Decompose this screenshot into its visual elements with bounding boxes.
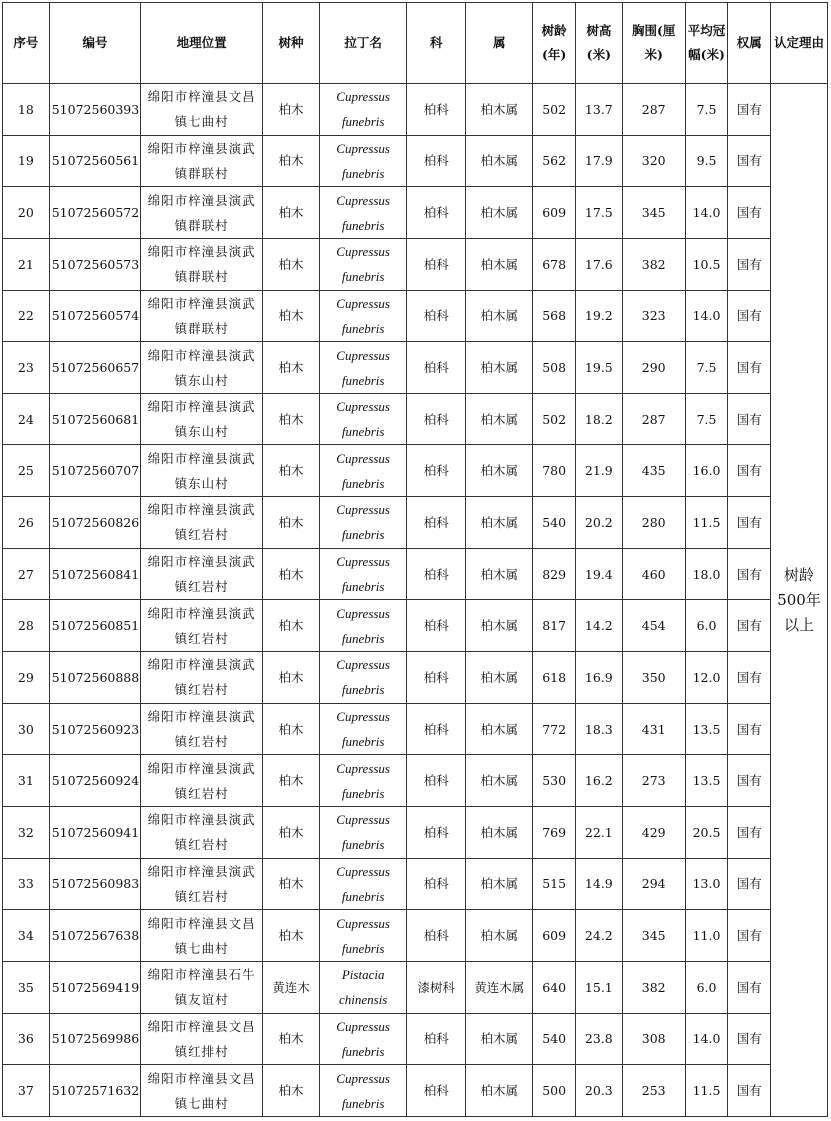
cell-ownership: 国有	[728, 910, 771, 962]
cell-age: 618	[533, 652, 576, 704]
cell-code: 51072560888	[49, 652, 140, 704]
cell-seq: 31	[3, 755, 50, 807]
cell-age: 568	[533, 290, 576, 342]
cell-crown: 12.0	[685, 652, 728, 704]
cell-species: 柏木	[263, 342, 320, 394]
cell-girth: 345	[622, 187, 685, 239]
cell-ownership: 国有	[728, 1013, 771, 1065]
header-age: 树龄(年)	[533, 3, 576, 84]
cell-species: 柏木	[263, 755, 320, 807]
cell-height: 19.5	[575, 342, 622, 394]
cell-code: 51072560393	[49, 84, 140, 136]
cell-species: 柏木	[263, 1013, 320, 1065]
cell-location: 绵阳市梓潼县演武镇红岩村	[141, 858, 263, 910]
cell-latin: Cupressus funebris	[319, 652, 406, 704]
table-row	[3, 548, 828, 600]
cell-crown: 13.5	[685, 703, 728, 755]
cell-seq: 25	[3, 445, 50, 497]
cell-crown: 16.0	[685, 445, 728, 497]
cell-crown: 14.0	[685, 187, 728, 239]
cell-age: 515	[533, 858, 576, 910]
cell-girth: 294	[622, 858, 685, 910]
cell-species: 柏木	[263, 238, 320, 290]
cell-age: 772	[533, 703, 576, 755]
cell-seq: 21	[3, 238, 50, 290]
cell-height: 14.9	[575, 858, 622, 910]
cell-age: 829	[533, 548, 576, 600]
cell-girth: 382	[622, 238, 685, 290]
table-row	[3, 1013, 828, 1065]
cell-code: 51072560941	[49, 806, 140, 858]
cell-code: 51072560657	[49, 342, 140, 394]
cell-family: 柏科	[407, 1013, 466, 1065]
header-code: 编号	[49, 3, 140, 84]
cell-height: 20.3	[575, 1065, 622, 1117]
cell-genus: 柏木属	[466, 84, 533, 136]
cell-crown: 11.0	[685, 910, 728, 962]
cell-age: 780	[533, 445, 576, 497]
cell-family: 柏科	[407, 187, 466, 239]
header-genus: 属	[466, 3, 533, 84]
cell-family: 柏科	[407, 703, 466, 755]
cell-girth: 287	[622, 393, 685, 445]
cell-reason: 树龄500年以上	[771, 84, 828, 1117]
cell-girth: 382	[622, 961, 685, 1013]
cell-code: 51072560841	[49, 548, 140, 600]
cell-species: 柏木	[263, 910, 320, 962]
cell-height: 18.3	[575, 703, 622, 755]
cell-code: 51072560573	[49, 238, 140, 290]
cell-location: 绵阳市梓潼县演武镇红岩村	[141, 755, 263, 807]
cell-latin: Cupressus funebris	[319, 548, 406, 600]
cell-seq: 32	[3, 806, 50, 858]
cell-family: 柏科	[407, 548, 466, 600]
cell-genus: 柏木属	[466, 497, 533, 549]
cell-crown: 11.5	[685, 497, 728, 549]
cell-height: 16.2	[575, 755, 622, 807]
cell-ownership: 国有	[728, 238, 771, 290]
cell-genus: 柏木属	[466, 548, 533, 600]
header-latin: 拉丁名	[319, 3, 406, 84]
cell-genus: 柏木属	[466, 858, 533, 910]
cell-ownership: 国有	[728, 135, 771, 187]
cell-age: 540	[533, 497, 576, 549]
cell-species: 柏木	[263, 393, 320, 445]
cell-latin: Cupressus funebris	[319, 393, 406, 445]
table-row	[3, 806, 828, 858]
cell-crown: 14.0	[685, 1013, 728, 1065]
cell-height: 19.2	[575, 290, 622, 342]
cell-height: 24.2	[575, 910, 622, 962]
cell-location: 绵阳市梓潼县演武镇群联村	[141, 238, 263, 290]
cell-girth: 460	[622, 548, 685, 600]
cell-location: 绵阳市梓潼县演武镇红岩村	[141, 548, 263, 600]
cell-location: 绵阳市梓潼县石牛镇友谊村	[141, 961, 263, 1013]
cell-genus: 柏木属	[466, 652, 533, 704]
cell-location: 绵阳市梓潼县演武镇红岩村	[141, 806, 263, 858]
cell-age: 502	[533, 84, 576, 136]
cell-latin: Cupressus funebris	[319, 1013, 406, 1065]
cell-girth: 273	[622, 755, 685, 807]
cell-crown: 6.0	[685, 600, 728, 652]
cell-genus: 黄连木属	[466, 961, 533, 1013]
cell-location: 绵阳市梓潼县演武镇群联村	[141, 187, 263, 239]
cell-latin: Cupressus funebris	[319, 497, 406, 549]
cell-age: 500	[533, 1065, 576, 1117]
cell-family: 柏科	[407, 806, 466, 858]
cell-latin: Cupressus funebris	[319, 84, 406, 136]
cell-code: 51072560924	[49, 755, 140, 807]
cell-location: 绵阳市梓潼县演武镇红岩村	[141, 703, 263, 755]
cell-family: 柏科	[407, 290, 466, 342]
cell-age: 562	[533, 135, 576, 187]
header-family: 科	[407, 3, 466, 84]
cell-crown: 10.5	[685, 238, 728, 290]
cell-species: 柏木	[263, 135, 320, 187]
cell-species: 柏木	[263, 187, 320, 239]
cell-height: 23.8	[575, 1013, 622, 1065]
cell-ownership: 国有	[728, 961, 771, 1013]
header-height: 树高(米)	[575, 3, 622, 84]
cell-latin: Cupressus funebris	[319, 858, 406, 910]
cell-code: 51072560707	[49, 445, 140, 497]
cell-seq: 28	[3, 600, 50, 652]
table-row	[3, 910, 828, 962]
cell-latin: Cupressus funebris	[319, 445, 406, 497]
cell-family: 柏科	[407, 238, 466, 290]
cell-genus: 柏木属	[466, 1065, 533, 1117]
cell-ownership: 国有	[728, 84, 771, 136]
cell-height: 16.9	[575, 652, 622, 704]
cell-location: 绵阳市梓潼县演武镇红岩村	[141, 497, 263, 549]
cell-family: 柏科	[407, 755, 466, 807]
cell-crown: 13.5	[685, 755, 728, 807]
cell-crown: 11.5	[685, 1065, 728, 1117]
cell-age: 769	[533, 806, 576, 858]
cell-ownership: 国有	[728, 652, 771, 704]
cell-seq: 22	[3, 290, 50, 342]
cell-ownership: 国有	[728, 497, 771, 549]
cell-family: 柏科	[407, 858, 466, 910]
cell-code: 51072560851	[49, 600, 140, 652]
table-row	[3, 858, 828, 910]
cell-age: 508	[533, 342, 576, 394]
cell-location: 绵阳市梓潼县文昌镇七曲村	[141, 910, 263, 962]
cell-family: 柏科	[407, 497, 466, 549]
cell-seq: 29	[3, 652, 50, 704]
cell-code: 51072560681	[49, 393, 140, 445]
cell-location: 绵阳市梓潼县演武镇红岩村	[141, 600, 263, 652]
cell-species: 柏木	[263, 652, 320, 704]
header-seq: 序号	[3, 3, 50, 84]
cell-ownership: 国有	[728, 290, 771, 342]
cell-family: 柏科	[407, 135, 466, 187]
cell-family: 柏科	[407, 910, 466, 962]
cell-seq: 30	[3, 703, 50, 755]
cell-seq: 27	[3, 548, 50, 600]
table-row	[3, 1065, 828, 1117]
cell-age: 540	[533, 1013, 576, 1065]
cell-height: 20.2	[575, 497, 622, 549]
cell-age: 502	[533, 393, 576, 445]
table-row	[3, 600, 828, 652]
table-row	[3, 961, 828, 1013]
cell-family: 柏科	[407, 600, 466, 652]
table-row	[3, 652, 828, 704]
cell-girth: 253	[622, 1065, 685, 1117]
cell-code: 51072569419	[49, 961, 140, 1013]
cell-age: 640	[533, 961, 576, 1013]
cell-age: 817	[533, 600, 576, 652]
table-body	[3, 84, 828, 1117]
cell-genus: 柏木属	[466, 238, 533, 290]
cell-genus: 柏木属	[466, 1013, 533, 1065]
header-reason: 认定理由	[771, 3, 828, 84]
cell-crown: 7.5	[685, 342, 728, 394]
cell-species: 柏木	[263, 445, 320, 497]
cell-crown: 9.5	[685, 135, 728, 187]
cell-seq: 19	[3, 135, 50, 187]
cell-genus: 柏木属	[466, 600, 533, 652]
cell-age: 609	[533, 187, 576, 239]
cell-height: 19.4	[575, 548, 622, 600]
cell-code: 51072560826	[49, 497, 140, 549]
cell-age: 678	[533, 238, 576, 290]
cell-code: 51072560574	[49, 290, 140, 342]
cell-seq: 34	[3, 910, 50, 962]
cell-species: 柏木	[263, 600, 320, 652]
cell-location: 绵阳市梓潼县文昌镇七曲村	[141, 84, 263, 136]
cell-species: 柏木	[263, 806, 320, 858]
cell-ownership: 国有	[728, 393, 771, 445]
cell-height: 15.1	[575, 961, 622, 1013]
cell-code: 51072560561	[49, 135, 140, 187]
cell-seq: 18	[3, 84, 50, 136]
cell-seq: 33	[3, 858, 50, 910]
cell-family: 柏科	[407, 342, 466, 394]
cell-location: 绵阳市梓潼县演武镇东山村	[141, 445, 263, 497]
cell-age: 530	[533, 755, 576, 807]
cell-code: 51072567638	[49, 910, 140, 962]
cell-height: 21.9	[575, 445, 622, 497]
cell-girth: 287	[622, 84, 685, 136]
cell-location: 绵阳市梓潼县演武镇群联村	[141, 290, 263, 342]
ancient-tree-table	[2, 2, 828, 1117]
table-row	[3, 238, 828, 290]
header-species: 树种	[263, 3, 320, 84]
cell-seq: 36	[3, 1013, 50, 1065]
cell-latin: Cupressus funebris	[319, 910, 406, 962]
cell-crown: 13.0	[685, 858, 728, 910]
cell-family: 柏科	[407, 393, 466, 445]
header-crown: 平均冠幅(米)	[685, 3, 728, 84]
cell-girth: 431	[622, 703, 685, 755]
cell-ownership: 国有	[728, 187, 771, 239]
cell-genus: 柏木属	[466, 755, 533, 807]
cell-location: 绵阳市梓潼县演武镇东山村	[141, 342, 263, 394]
cell-latin: Cupressus funebris	[319, 806, 406, 858]
cell-code: 51072560572	[49, 187, 140, 239]
cell-seq: 35	[3, 961, 50, 1013]
cell-height: 22.1	[575, 806, 622, 858]
cell-height: 18.2	[575, 393, 622, 445]
cell-latin: Cupressus funebris	[319, 703, 406, 755]
cell-species: 柏木	[263, 1065, 320, 1117]
table-row	[3, 342, 828, 394]
table-row	[3, 703, 828, 755]
cell-latin: Cupressus funebris	[319, 238, 406, 290]
cell-species: 柏木	[263, 703, 320, 755]
cell-species: 黄连木	[263, 961, 320, 1013]
cell-girth: 435	[622, 445, 685, 497]
cell-location: 绵阳市梓潼县演武镇红岩村	[141, 652, 263, 704]
cell-genus: 柏木属	[466, 445, 533, 497]
cell-species: 柏木	[263, 84, 320, 136]
header-girth: 胸围(厘米)	[622, 3, 685, 84]
table-row	[3, 445, 828, 497]
cell-species: 柏木	[263, 497, 320, 549]
cell-family: 柏科	[407, 445, 466, 497]
cell-girth: 308	[622, 1013, 685, 1065]
cell-family: 柏科	[407, 84, 466, 136]
cell-genus: 柏木属	[466, 135, 533, 187]
table-row	[3, 755, 828, 807]
cell-location: 绵阳市梓潼县演武镇东山村	[141, 393, 263, 445]
cell-code: 51072560923	[49, 703, 140, 755]
cell-ownership: 国有	[728, 755, 771, 807]
cell-crown: 6.0	[685, 961, 728, 1013]
cell-girth: 280	[622, 497, 685, 549]
cell-height: 17.9	[575, 135, 622, 187]
cell-genus: 柏木属	[466, 342, 533, 394]
cell-location: 绵阳市梓潼县文昌镇红排村	[141, 1013, 263, 1065]
cell-latin: Pistacia chinensis	[319, 961, 406, 1013]
cell-latin: Cupressus funebris	[319, 600, 406, 652]
cell-genus: 柏木属	[466, 393, 533, 445]
cell-species: 柏木	[263, 548, 320, 600]
table-header	[3, 3, 828, 84]
cell-genus: 柏木属	[466, 910, 533, 962]
cell-crown: 7.5	[685, 393, 728, 445]
cell-location: 绵阳市梓潼县文昌镇七曲村	[141, 1065, 263, 1117]
header-location: 地理位置	[141, 3, 263, 84]
cell-ownership: 国有	[728, 703, 771, 755]
cell-age: 609	[533, 910, 576, 962]
cell-code: 51072560983	[49, 858, 140, 910]
cell-seq: 20	[3, 187, 50, 239]
cell-code: 51072569986	[49, 1013, 140, 1065]
cell-height: 13.7	[575, 84, 622, 136]
cell-seq: 24	[3, 393, 50, 445]
cell-family: 柏科	[407, 1065, 466, 1117]
cell-girth: 350	[622, 652, 685, 704]
cell-species: 柏木	[263, 290, 320, 342]
cell-code: 51072571632	[49, 1065, 140, 1117]
table-row	[3, 84, 828, 136]
cell-seq: 37	[3, 1065, 50, 1117]
cell-ownership: 国有	[728, 1065, 771, 1117]
cell-girth: 454	[622, 600, 685, 652]
cell-genus: 柏木属	[466, 703, 533, 755]
cell-family: 漆树科	[407, 961, 466, 1013]
cell-latin: Cupressus funebris	[319, 290, 406, 342]
cell-ownership: 国有	[728, 342, 771, 394]
cell-height: 17.6	[575, 238, 622, 290]
table-row	[3, 187, 828, 239]
header-ownership: 权属	[728, 3, 771, 84]
cell-genus: 柏木属	[466, 806, 533, 858]
cell-crown: 20.5	[685, 806, 728, 858]
header-row	[3, 3, 828, 84]
table-row	[3, 393, 828, 445]
cell-girth: 290	[622, 342, 685, 394]
table-row	[3, 135, 828, 187]
cell-ownership: 国有	[728, 600, 771, 652]
cell-latin: Cupressus funebris	[319, 755, 406, 807]
table-row	[3, 290, 828, 342]
cell-seq: 23	[3, 342, 50, 394]
cell-ownership: 国有	[728, 445, 771, 497]
cell-latin: Cupressus funebris	[319, 187, 406, 239]
cell-latin: Cupressus funebris	[319, 1065, 406, 1117]
cell-latin: Cupressus funebris	[319, 342, 406, 394]
cell-ownership: 国有	[728, 806, 771, 858]
cell-height: 14.2	[575, 600, 622, 652]
cell-latin: Cupressus funebris	[319, 135, 406, 187]
cell-crown: 18.0	[685, 548, 728, 600]
table-row	[3, 497, 828, 549]
cell-seq: 26	[3, 497, 50, 549]
cell-height: 17.5	[575, 187, 622, 239]
cell-ownership: 国有	[728, 548, 771, 600]
cell-girth: 429	[622, 806, 685, 858]
cell-genus: 柏木属	[466, 290, 533, 342]
cell-location: 绵阳市梓潼县演武镇群联村	[141, 135, 263, 187]
cell-genus: 柏木属	[466, 187, 533, 239]
cell-ownership: 国有	[728, 858, 771, 910]
cell-girth: 323	[622, 290, 685, 342]
cell-girth: 345	[622, 910, 685, 962]
cell-species: 柏木	[263, 858, 320, 910]
cell-family: 柏科	[407, 652, 466, 704]
cell-crown: 14.0	[685, 290, 728, 342]
cell-girth: 320	[622, 135, 685, 187]
cell-crown: 7.5	[685, 84, 728, 136]
